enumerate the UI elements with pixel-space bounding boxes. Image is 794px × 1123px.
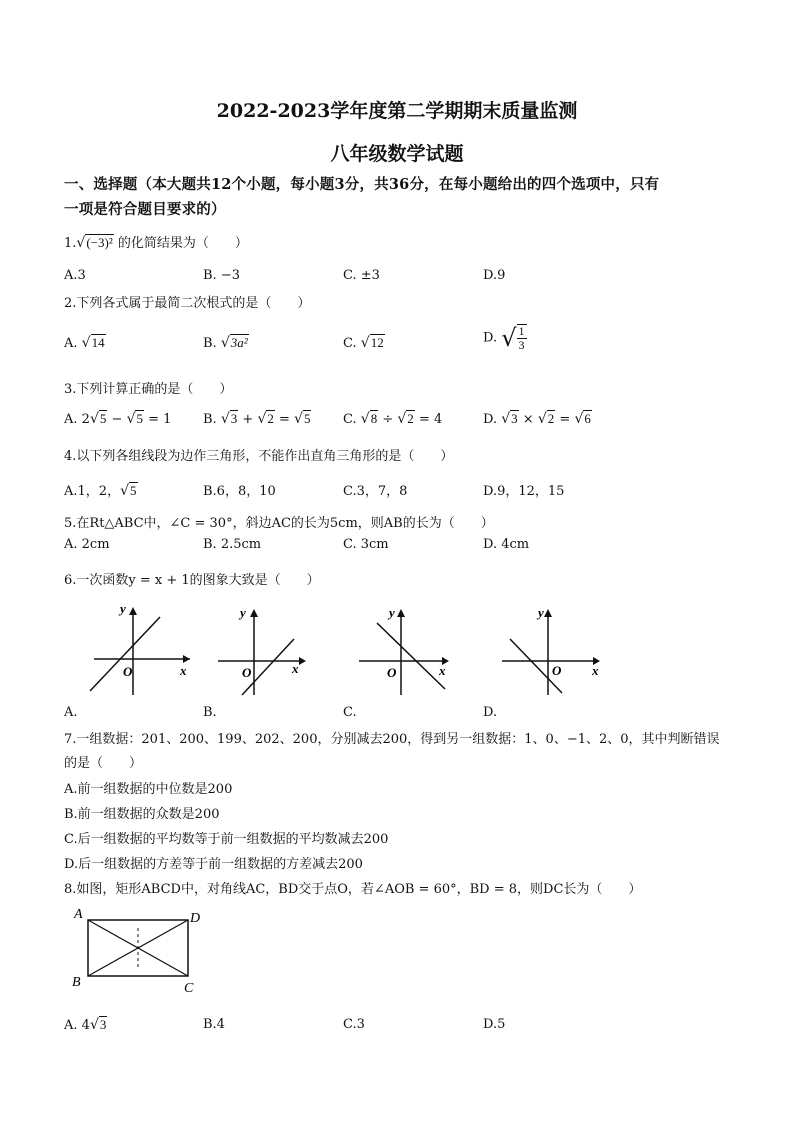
q3-option-d: D. √3 × √2 = √6 — [483, 411, 591, 427]
q3-option-c: C. √8 ÷ √2 = 4 — [343, 411, 443, 427]
line-graph — [90, 617, 160, 691]
radical-sign-icon: √ — [574, 411, 584, 427]
radical-sign-icon: √ — [220, 411, 230, 427]
svg-text:y: y — [240, 605, 246, 620]
question-3: 3.下列计算正确的是（ ） — [64, 382, 233, 397]
x-arrow-icon — [299, 657, 306, 665]
svg-text:O: O — [387, 665, 397, 680]
svg-text:O: O — [552, 663, 562, 678]
q6-graph-a — [84, 603, 194, 698]
svg-text:x: x — [439, 663, 446, 678]
q8-option-d: D.5 — [483, 1017, 506, 1032]
q5-option-a: A. 2cm — [64, 537, 110, 552]
q8-option-c: C.3 — [343, 1017, 365, 1032]
svg-text:B: B — [72, 975, 81, 990]
radical-sign-icon: √ — [501, 324, 517, 352]
svg-text:y: y — [120, 603, 126, 616]
svg-text:x: x — [292, 661, 299, 676]
x-arrow-icon — [183, 655, 190, 663]
q1-number: 1. — [64, 236, 77, 251]
question-8: 8.如图，矩形ABCD中，对角线AC，BD交于点O，若∠AOB = 60°，BD = 8，则DC长为（ ） — [64, 882, 642, 897]
radical-sign-icon: √ — [257, 411, 267, 427]
y-arrow-icon — [129, 607, 137, 615]
question-7-line1: 7.一组数据：201、200、199、202、200，分别减去200，得到另一组数据：1、0、−1、2、0，其中判断错误 — [64, 732, 720, 747]
radical-sign-icon: √ — [89, 1017, 99, 1033]
q8-option-b: B.4 — [203, 1017, 225, 1032]
q5-option-b: B. 2.5cm — [203, 537, 262, 552]
q6-option-c: C. — [343, 705, 357, 720]
q4-option-d: D.9，12，15 — [483, 484, 565, 499]
q5-option-d: D. 4cm — [483, 537, 530, 552]
q8-rectangle-diagram — [66, 902, 216, 998]
q2-option-b: B. √3a² — [203, 335, 248, 351]
svg-text:D: D — [190, 911, 201, 926]
q3-option-a: A. 2√5 − √5 = 1 — [64, 411, 172, 427]
q7-option-d: D.后一组数据的方差等于前一组数据的方差减去200 — [64, 857, 363, 872]
y-arrow-icon — [250, 609, 258, 617]
svg-text:C: C — [184, 981, 194, 996]
question-6: 6.一次函数y = x + 1的图象大致是（ ） — [64, 573, 320, 588]
q3-option-b: B. √3 + √2 = √5 — [203, 411, 311, 427]
q6-option-b: B. — [203, 705, 217, 720]
q6-option-d: D. — [483, 705, 498, 720]
svg-text:y: y — [538, 605, 544, 620]
svg-text:y: y — [389, 605, 395, 620]
radical-sign-icon: √ — [537, 411, 547, 427]
radical-sign-icon: √ — [360, 411, 370, 427]
radical-sign-icon: √ — [220, 335, 230, 351]
radical-sign-icon: √ — [120, 483, 129, 499]
section-heading-line2: 一项是符合题目要求的） — [64, 201, 226, 218]
radical-sign-icon: √ — [126, 411, 136, 427]
q4-option-c: C.3，7，8 — [343, 484, 408, 499]
q2-option-a: A. √14 — [64, 335, 105, 351]
q8-option-a: A. 4√3 — [64, 1017, 107, 1033]
q4-option-b: B.6，8，10 — [203, 484, 276, 499]
question-5: 5.在Rt△ABC中，∠C = 30°，斜边AC的长为5cm，则AB的长为（ ） — [64, 516, 494, 531]
q2-fraction: $\frac{1}{3}$ — [518, 324, 525, 352]
q1-radicand: (−3)² — [86, 235, 113, 250]
q7-option-a: A.前一组数据的中位数是200 — [64, 782, 233, 797]
section-heading-line1: 一、选择题（本大题共12个小题，每小题3分，共36分，在每小题给出的四个选项中，只有 — [64, 176, 660, 193]
radical-sign-icon: √ — [397, 411, 407, 427]
svg-text:x: x — [592, 663, 599, 678]
q4-option-a: A.1，2，√5 — [64, 483, 137, 499]
q6-option-a: A. — [64, 705, 78, 720]
q1-option-c: C. ±3 — [343, 268, 380, 283]
question-1 — [64, 232, 248, 251]
question-2: 2.下列各式属于最简二次根式的是（ ） — [64, 296, 311, 311]
page-title: 2022-2023学年度第二学期期末质量监测 — [216, 100, 578, 122]
radical-sign-icon: √ — [89, 411, 99, 427]
q1-radical — [76, 235, 113, 251]
q5-option-c: C. 3cm — [343, 537, 389, 552]
radical-sign-icon: √ — [76, 235, 86, 251]
radical-sign-icon: √ — [501, 411, 511, 427]
svg-text:x: x — [180, 663, 187, 678]
q1-option-d: D.9 — [483, 268, 506, 283]
q1-stem: 的化简结果为（ ） — [117, 236, 248, 251]
q6-graph-c — [355, 603, 465, 698]
q1-option-a: A.3 — [64, 268, 86, 283]
svg-text:O: O — [123, 664, 133, 679]
radical-sign-icon: √ — [294, 411, 303, 427]
radical-sign-icon: √ — [81, 335, 91, 351]
q7-option-c: C.后一组数据的平均数等于前一组数据的平均数减去200 — [64, 832, 389, 847]
page-subtitle: 八年级数学试题 — [330, 143, 464, 165]
q6-graph-d — [498, 603, 608, 698]
svg-text:A: A — [74, 907, 83, 922]
q2-option-d: D. √ $\frac{1}{3}$ — [483, 324, 525, 352]
radical-sign-icon: √ — [360, 335, 370, 351]
question-7-line2: 的是（ ） — [64, 756, 143, 771]
y-arrow-icon — [397, 609, 405, 617]
q6-graph-b — [214, 603, 324, 698]
question-4: 4.以下列各组线段为边作三角形，不能作出直角三角形的是（ ） — [64, 449, 454, 464]
y-arrow-icon — [544, 609, 552, 617]
q7-option-b: B.前一组数据的众数是200 — [64, 807, 220, 822]
q1-option-b: B. −3 — [203, 268, 240, 283]
svg-text:O: O — [242, 665, 252, 680]
q2-option-c: C. √12 — [343, 335, 384, 351]
